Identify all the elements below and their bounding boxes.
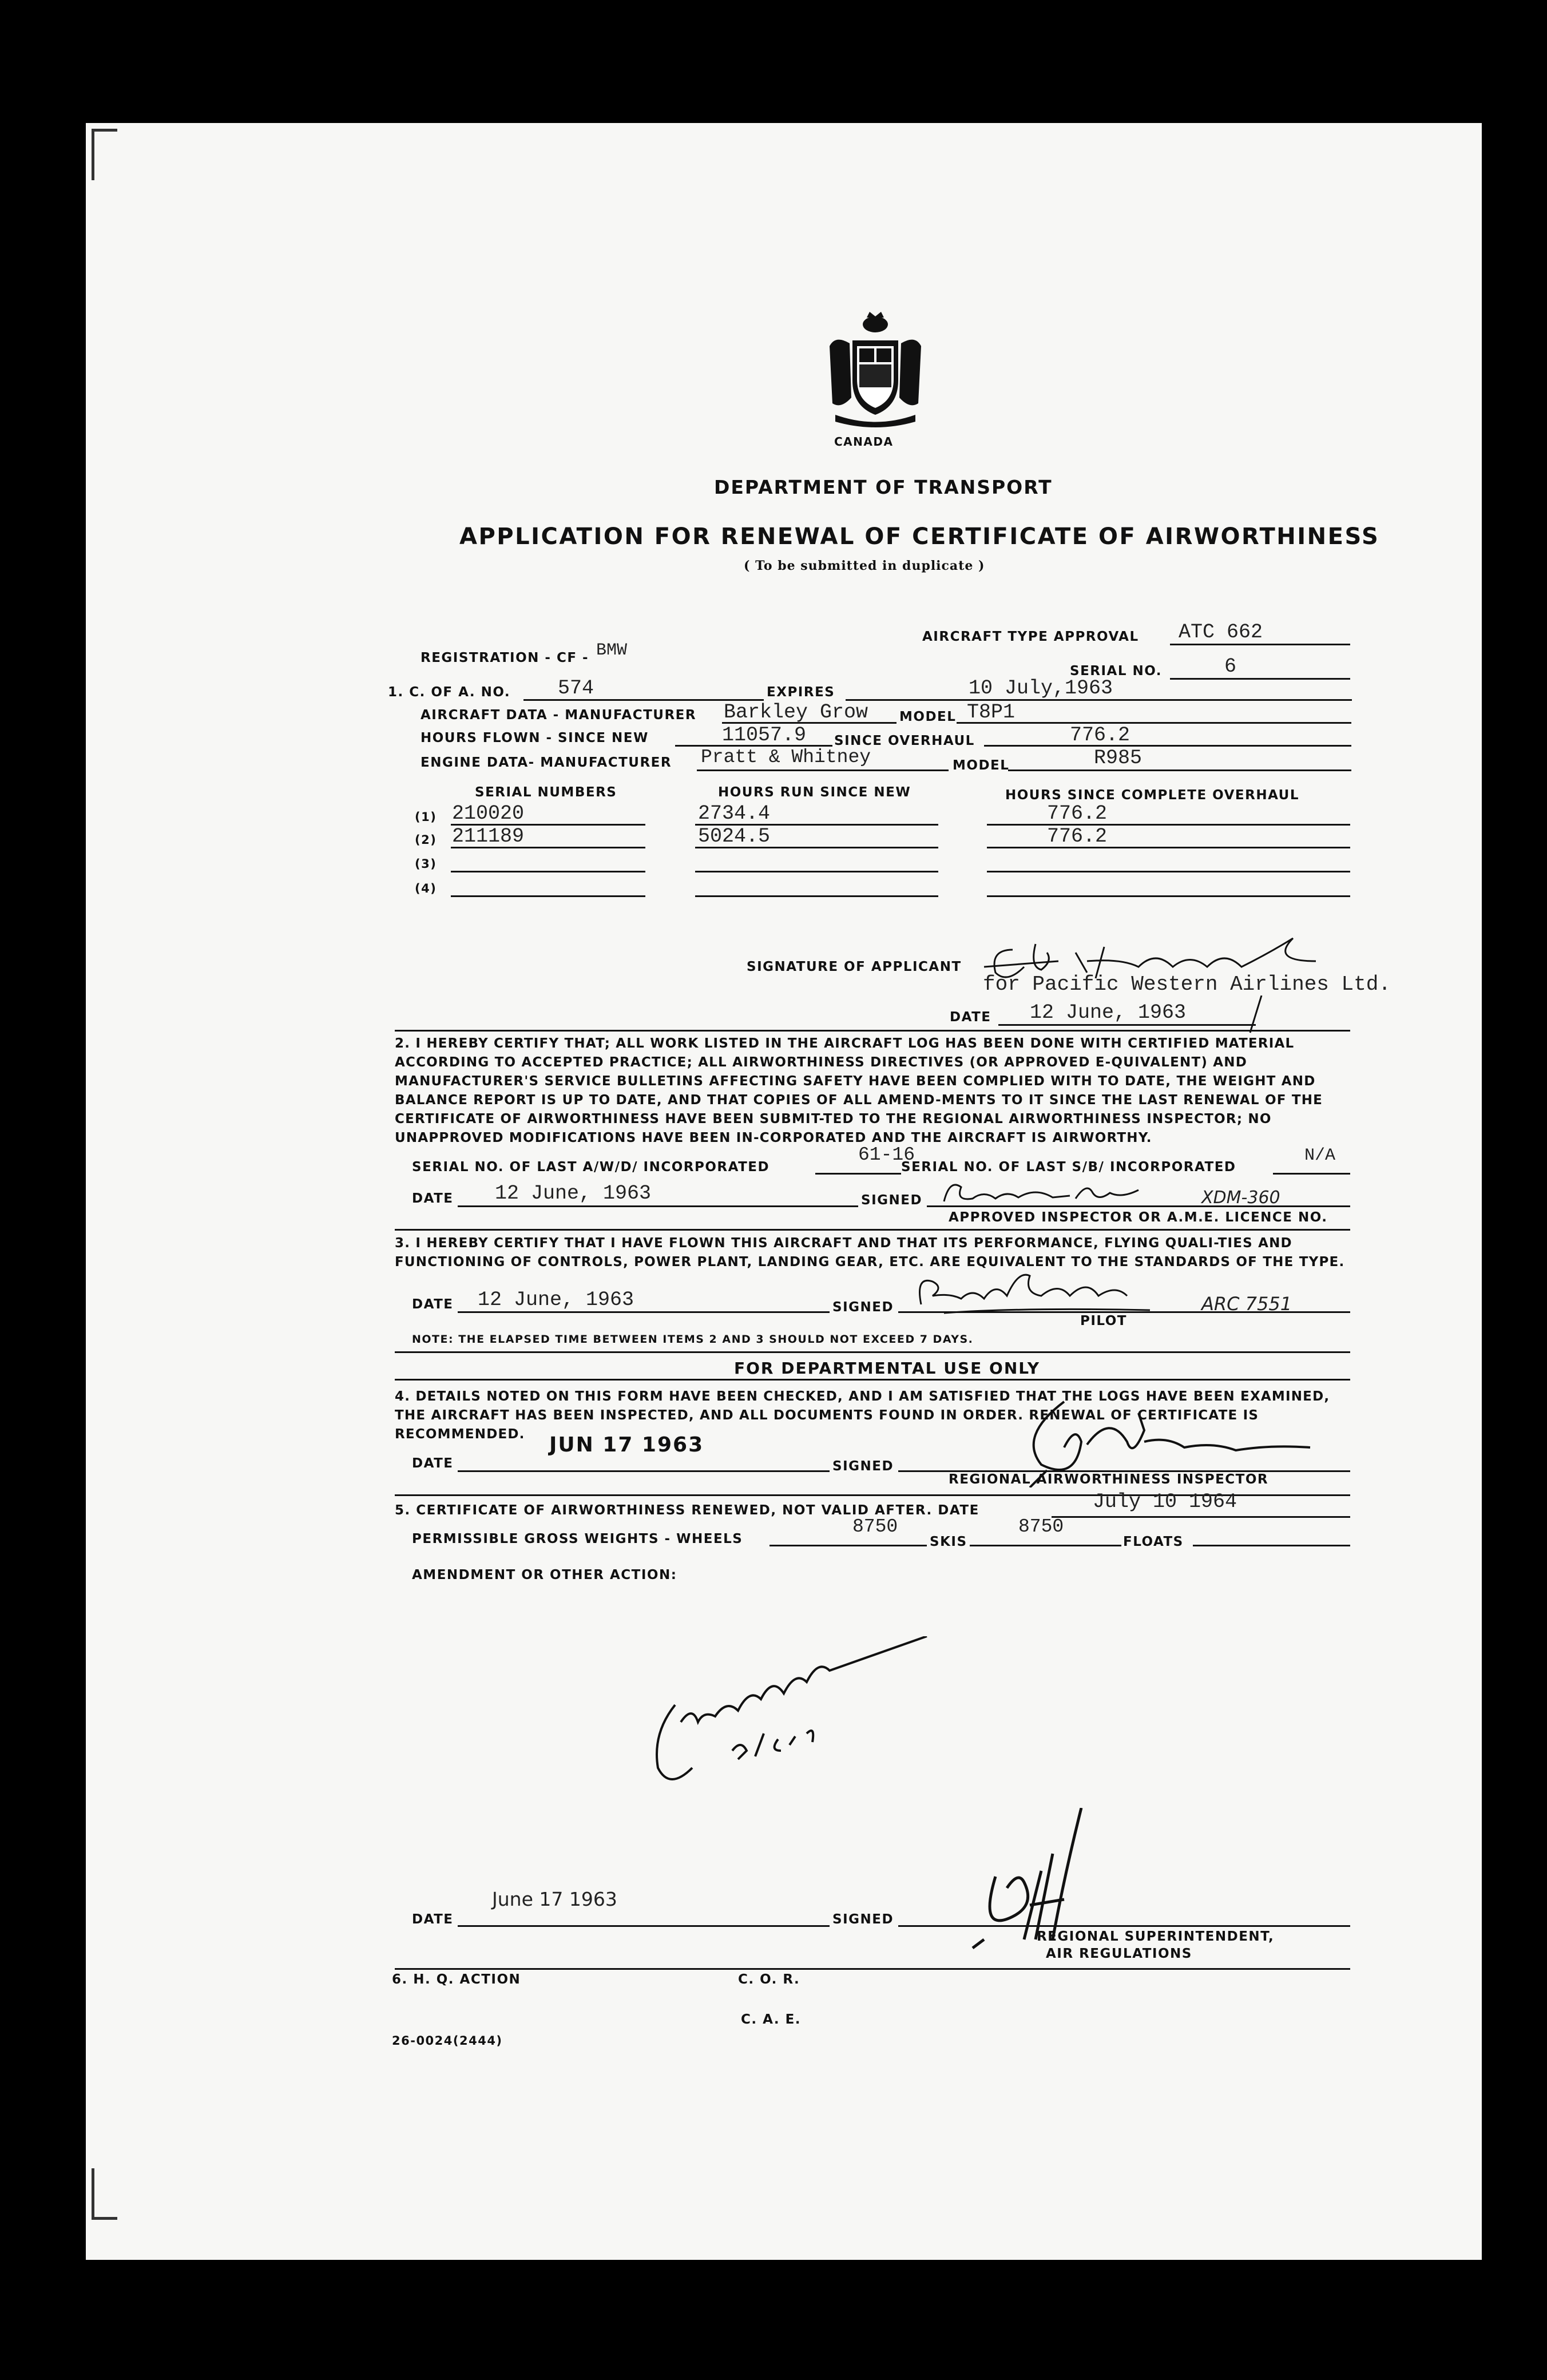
- applicant-date-label: DATE: [950, 1010, 991, 1025]
- section-3-date-line: [458, 1311, 830, 1313]
- elapsed-time-note: NOTE: THE ELAPSED TIME BETWEEN ITEMS 2 AND 3 SHOULD NOT EXCEED 7 DAYS.: [412, 1333, 974, 1346]
- engine-serial-line: [451, 871, 645, 872]
- department-title: DEPARTMENT OF TRANSPORT: [714, 476, 1053, 498]
- received-date-stamp: JUN 17 1963: [549, 1433, 704, 1457]
- skis-line: [970, 1545, 1121, 1546]
- final-date-label: DATE: [412, 1912, 454, 1927]
- since-overhaul-label: SINCE OVERHAUL: [834, 733, 975, 748]
- engine-hours-overhaul-value: 776.2: [1047, 825, 1108, 848]
- departmental-heading: FOR DEPARTMENTAL USE ONLY: [734, 1359, 1041, 1378]
- engine-manufacturer-line: [697, 769, 949, 771]
- model-value: T8P1: [967, 701, 1016, 724]
- skis-value: 8750: [1018, 1516, 1064, 1537]
- section-3-date-value: 12 June, 1963: [478, 1288, 634, 1311]
- type-approval-line: [1170, 644, 1350, 645]
- engine-model-label: MODEL: [953, 758, 1010, 773]
- col-serial-header: SERIAL NUMBERS: [475, 785, 617, 800]
- floats-line: [1193, 1545, 1350, 1546]
- applicant-signature-label: SIGNATURE OF APPLICANT: [747, 959, 962, 974]
- engine-row-index: (3): [415, 857, 437, 871]
- type-approval-value: ATC 662: [1179, 621, 1263, 644]
- divider-line-1: [395, 1030, 1350, 1032]
- final-signed-label: SIGNED: [832, 1912, 894, 1927]
- divider-line-6: [395, 1968, 1350, 1970]
- col-hours-overhaul-header: HOURS SINCE COMPLETE OVERHAUL: [1005, 788, 1300, 803]
- section-4-signed-label: SIGNED: [832, 1459, 894, 1474]
- coat-of-arms-icon: [824, 312, 927, 432]
- country-label: CANADA: [834, 435, 894, 449]
- engine-model-value: R985: [1094, 747, 1143, 769]
- engine-row-index: (4): [415, 882, 437, 895]
- col-hours-new-header: HOURS RUN SINCE NEW: [718, 785, 911, 800]
- since-overhaul-value: 776.2: [1070, 724, 1130, 747]
- divider-line-2: [395, 1229, 1350, 1231]
- engine-row-index: (2): [415, 833, 437, 847]
- manufacturer-label: AIRCRAFT DATA - MANUFACTURER: [421, 708, 697, 723]
- model-label: MODEL: [899, 709, 957, 724]
- awd-label: SERIAL NO. OF LAST A/W/D/ INCORPORATED: [412, 1160, 770, 1175]
- pilot-licence: ARC 7551: [1201, 1293, 1292, 1315]
- sb-value: N/A: [1304, 1146, 1336, 1165]
- coa-value: 574: [558, 677, 594, 700]
- engine-row-index: (1): [415, 810, 437, 824]
- model-line: [957, 722, 1351, 724]
- engine-model-line: [1008, 769, 1351, 771]
- engine-serial-value: 210020: [452, 802, 525, 825]
- section-4-date-line: [458, 1470, 830, 1472]
- engine-hours-overhaul-line: [987, 871, 1350, 872]
- pilot-role: PILOT: [1080, 1314, 1127, 1328]
- final-date-value: June 17 1963: [492, 1888, 617, 1910]
- wheels-value: 8750: [852, 1516, 898, 1537]
- serial-line: [1170, 678, 1350, 680]
- superintendent-role-2: AIR REGULATIONS: [1046, 1946, 1192, 1961]
- coa-label: 1. C. OF A. NO.: [388, 685, 511, 700]
- inspector-licence: XDM-360: [1201, 1188, 1280, 1208]
- inspector-role: APPROVED INSPECTOR OR A.M.E. LICENCE NO.: [949, 1210, 1328, 1225]
- engine-hours-new-line: [695, 895, 938, 897]
- sb-line: [1273, 1173, 1350, 1175]
- since-overhaul-line: [984, 745, 1351, 747]
- section-2-date-line: [458, 1205, 858, 1207]
- crop-mark-bottom-left: [92, 2168, 117, 2220]
- engine-hours-new-value: 5024.5: [698, 825, 771, 848]
- hours-flown-value: 11057.9: [722, 724, 807, 747]
- section-2-signed-label: SIGNED: [861, 1193, 923, 1208]
- amendment-label: AMENDMENT OR OTHER ACTION:: [412, 1568, 677, 1582]
- section-2-date-value: 12 June, 1963: [495, 1182, 652, 1205]
- engine-hours-overhaul-line: [987, 847, 1350, 848]
- section-3-certification-text: 3. I HEREBY CERTIFY THAT I HAVE FLOWN THIS AIRCRAFT AND THAT ITS PERFORMANCE, FLYING QUALI-TIES AND FUNCTIONING OF CONTROLS, POWER PLANT, LANDING GEAR, ETC. ARE EQUIVALENT TO THE STANDARDS OF THE TYPE.: [395, 1236, 1345, 1270]
- cor-label: C. O. R.: [738, 1972, 800, 1987]
- regional-inspector-role: REGIONAL AIRWORTHINESS INSPECTOR: [949, 1472, 1269, 1487]
- engine-hours-new-value: 2734.4: [698, 802, 771, 825]
- final-date-line: [458, 1925, 830, 1927]
- section-2-date-label: DATE: [412, 1191, 454, 1206]
- wheels-line: [769, 1545, 927, 1546]
- divider-line-4: [395, 1379, 1350, 1381]
- section-5-text: 5. CERTIFICATE OF AIRWORTHINESS RENEWED, NOT VALID AFTER. DATE: [395, 1503, 979, 1518]
- applicant-date-line: [998, 1024, 1256, 1026]
- section-2-certification-text: 2. I HEREBY CERTIFY THAT; ALL WORK LISTED IN THE AIRCRAFT LOG HAS BEEN DONE WITH CERTIFIED MATERIAL ACCORDING TO ACCEPTED PRACTICE; ALL AIRWORTHINESS DIRECTIVES (OR APPROVED E-QUIVALENT) AND MANUFACTURER'S SERVICE BULLETINS AFFECTING SAFETY HAVE BEEN COMPLIED WITH TO DATE, THE WEIGHT AND BALANCE REPORT IS UP TO DATE, AND THAT COPIES OF ALL AMEND-MENTS TO IT SINCE THE LAST RENEWAL OF THE CERTIFICATE OF AIRWORTHINESS HAVE BEEN SUBMIT-TED TO THE REGIONAL AIRWORTHINESS INSPECTOR; NO UNAPPROVED MODIFICATIONS HAVE BEEN IN-CORPORATED AND THE AIRCRAFT IS AIRWORTHY.: [395, 1036, 1323, 1145]
- form-title: APPLICATION FOR RENEWAL OF CERTIFICATE OF AIRWORTHINESS: [459, 523, 1380, 550]
- section-3-date-label: DATE: [412, 1297, 454, 1312]
- awd-value: 61-16: [858, 1144, 915, 1165]
- form-number: 26-0024(2444): [392, 2034, 503, 2048]
- expires-label: EXPIRES: [767, 685, 835, 700]
- valid-after-line: [1052, 1516, 1350, 1518]
- superintendent-role-1: REGIONAL SUPERINTENDENT,: [1037, 1929, 1275, 1944]
- sb-label: SERIAL NO. OF LAST S/B/ INCORPORATED: [901, 1160, 1236, 1175]
- applicant-date-value: 12 June, 1963: [1030, 1001, 1187, 1024]
- manufacturer-value: Barkley Grow: [724, 701, 868, 724]
- registration-label: REGISTRATION - CF -: [421, 650, 589, 665]
- divider-line-3: [395, 1351, 1350, 1353]
- applicant-company: for Pacific Western Airlines Ltd.: [983, 973, 1391, 996]
- engine-hours-new-line: [695, 871, 938, 872]
- floats-label: FLOATS: [1123, 1534, 1184, 1549]
- engine-manufacturer-value: Pratt & Whitney: [701, 747, 871, 768]
- expires-value: 10 July,1963: [969, 677, 1113, 700]
- section-3-signed-label: SIGNED: [832, 1300, 894, 1315]
- engine-hours-overhaul-line: [987, 895, 1350, 897]
- section-4-date-label: DATE: [412, 1456, 454, 1471]
- handwritten-amendment-note: [641, 1636, 933, 1791]
- serial-value: 6: [1224, 655, 1237, 678]
- valid-after-value: July 10 1964: [1093, 1490, 1237, 1513]
- form-subtitle: ( To be submitted in duplicate ): [744, 558, 985, 573]
- section-4-text: 4. DETAILS NOTED ON THIS FORM HAVE BEEN CHECKED, AND I AM SATISFIED THAT THE LOGS HAVE BEEN EXAMINED, THE AIRCRAFT HAS BEEN INSPECTED, AND ALL DOCUMENTS FOUND IN ORDER. RENEWAL OF CERTIFICATE IS RECOMMENDED.: [395, 1389, 1330, 1442]
- registration-value: BMW: [596, 641, 628, 660]
- engine-manufacturer-label: ENGINE DATA- MANUFACTURER: [421, 755, 672, 770]
- crop-mark-top-left: [92, 129, 117, 180]
- pilot-signature: [910, 1264, 1184, 1319]
- type-approval-label: AIRCRAFT TYPE APPROVAL: [922, 629, 1139, 644]
- inspector-signature: [938, 1176, 1190, 1210]
- cae-label: C. A. E.: [741, 2012, 802, 2027]
- skis-label: SKIS: [930, 1534, 967, 1549]
- engine-serial-value: 211189: [452, 825, 525, 848]
- engine-hours-overhaul-line: [987, 824, 1350, 826]
- engine-hours-overhaul-value: 776.2: [1047, 802, 1108, 825]
- hq-action-label: 6. H. Q. ACTION: [392, 1972, 521, 1987]
- hours-flown-label: HOURS FLOWN - SINCE NEW: [421, 731, 649, 745]
- engine-serial-line: [451, 895, 645, 897]
- awd-line: [815, 1173, 901, 1175]
- serial-label: SERIAL NO.: [1070, 664, 1163, 679]
- gross-weights-label: PERMISSIBLE GROSS WEIGHTS - WHEELS: [412, 1532, 743, 1546]
